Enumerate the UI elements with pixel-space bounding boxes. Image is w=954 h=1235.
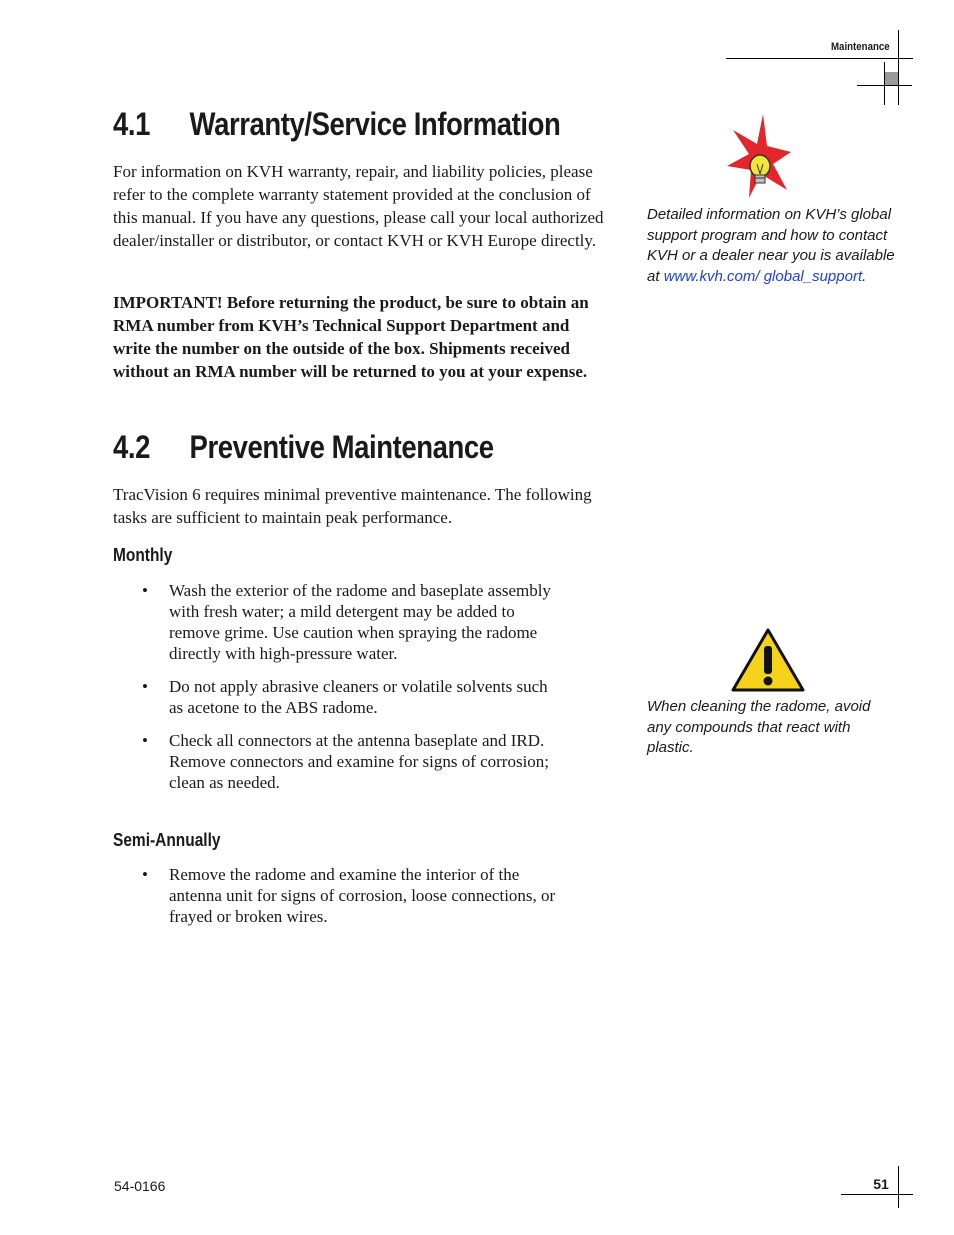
warning-icon <box>731 628 805 692</box>
important-notice: IMPORTANT! Before returning the product, be sure to obtain an RMA number from KVH’s Technical Support Department and write the number on the outside of the box. Shipments received without an RMA number will be returned to you at your expense. <box>113 293 589 381</box>
page-number: 51 <box>873 1176 889 1192</box>
subheading-semi-annually: Semi-Annually <box>113 830 221 850</box>
lightbulb-icon <box>727 114 793 200</box>
document-number: 54-0166 <box>114 1178 166 1194</box>
footer-crop-mark <box>898 1166 899 1208</box>
section-heading-4-2 <box>113 429 494 466</box>
caution-note: When cleaning the radome, avoid any compounds that react with plastic. <box>647 698 871 756</box>
maintenance-intro: TracVision 6 requires minimal preventive maintenance. The following tasks are sufficient to maintain peak performance. <box>113 485 592 527</box>
list-item: • Check all connectors at the antenna baseplate and IRD. Remove connectors and examine for signs of corrosion; clean as needed. <box>142 731 550 792</box>
section-heading-4-1 <box>113 106 560 143</box>
list-item: • Wash the exterior of the radome and baseplate assembly with fresh water; a mild detergent may be added to remove grime. Use caution when spraying the radome directly with high-pressure water. <box>142 581 551 663</box>
section-number: 4.2 <box>113 429 150 465</box>
list-item: • Remove the radome and examine the interior of the antenna unit for signs of corrosion, loose connections, or frayed or broken wires. <box>142 865 556 926</box>
footer-rule <box>841 1194 913 1195</box>
section-title: Preventive Maintenance <box>189 429 494 465</box>
list-item: • Do not apply abrasive cleaners or volatile solvents such as acetone to the ABS radome. <box>142 677 548 717</box>
warranty-paragraph: For information on KVH warranty, repair, and liability policies, please refer to the complete warranty statement provided at the conclusion of this manual. If you have any questions, please call your local authorized dealer/installer or distributor, or contact KVH or KVH Europe directly. <box>113 162 604 250</box>
header-gray-block <box>884 72 898 86</box>
header-crop-mark-inner <box>884 62 885 105</box>
monthly-task-list <box>142 580 562 805</box>
support-note: Detailed information on KVH’s global support program and how to contact KVH or a dealer near you is available at www.kvh.com/ global_support. <box>647 206 895 285</box>
section-number: 4.1 <box>113 106 150 142</box>
header-crop-mark-vertical <box>898 30 899 105</box>
semi-annual-task-list <box>142 864 562 939</box>
running-head: Maintenance <box>831 41 890 53</box>
header-rule <box>726 58 913 59</box>
subheading-monthly: Monthly <box>113 545 173 565</box>
section-title: Warranty/Service Information <box>189 106 561 142</box>
support-link[interactable]: www.kvh.com/ global_support <box>663 267 863 285</box>
